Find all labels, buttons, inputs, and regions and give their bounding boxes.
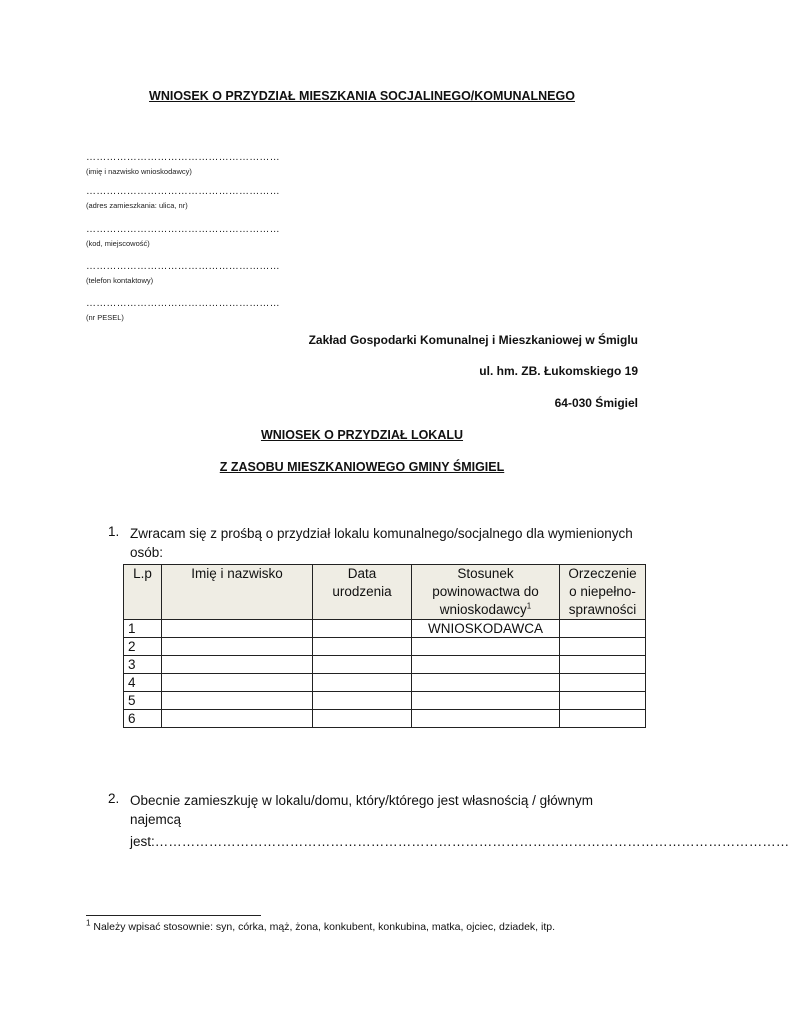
row-lp: 1 [124, 620, 162, 638]
header-disability: Orzeczenie o niepełno- sprawności [560, 565, 646, 620]
row-disability-cell[interactable] [560, 638, 646, 656]
row-relation-cell[interactable] [412, 638, 560, 656]
table-header-row [124, 565, 646, 620]
row-disability-cell[interactable] [560, 710, 646, 728]
subtitle-request: WNIOSEK O PRZYDZIAŁ LOKALU [260, 428, 464, 442]
row-birth-cell[interactable] [313, 620, 412, 638]
row-name-cell[interactable] [162, 620, 313, 638]
applicant-address-field[interactable]: ………………………………………………… [86, 186, 280, 197]
row-relation-cell[interactable] [412, 692, 560, 710]
row-disability-cell[interactable] [560, 620, 646, 638]
item-2-text-line1: Obecnie zamieszkuję w lokalu/domu, który/którego jest własnością / głównym [130, 793, 593, 808]
item-1-text-line2: osób: [130, 545, 164, 560]
item-2-number: 2. [108, 791, 120, 806]
addressee-name: Zakład Gospodarki Komunalnej i Mieszkaniowej w Śmiglu [308, 333, 638, 347]
header-birth-date: Data urodzenia [313, 565, 412, 620]
footnote-text: Należy wpisać stosownie: syn, córka, mąż, żona, konkubent, konkubina, matka, ojciec, dziadek, itp. [90, 921, 556, 933]
header-lp: L.p [124, 565, 162, 620]
footnote-mark: 1 [86, 918, 91, 928]
row-lp: 3 [124, 656, 162, 674]
applicant-pesel-field[interactable]: ………………………………………………… [86, 298, 280, 309]
row-relation-cell: WNIOSKODAWCA [412, 620, 560, 638]
footnote-divider [86, 915, 261, 916]
item-1-number: 1. [108, 524, 120, 539]
addressee-street: ul. hm. ZB. Łukomskiego 19 [479, 364, 638, 378]
applicant-name-caption: (imię i nazwisko wnioskodawcy) [86, 167, 192, 176]
row-disability-cell[interactable] [560, 692, 646, 710]
row-lp: 2 [124, 638, 162, 656]
item-1-text-line1: Zwracam się z prośbą o przydział lokalu komunalnego/socjalnego dla wymienionych [130, 526, 633, 541]
row-name-cell[interactable] [162, 674, 313, 692]
row-name-cell[interactable] [162, 656, 313, 674]
row-disability-cell[interactable] [560, 656, 646, 674]
applicant-phone-field[interactable]: ………………………………………………… [86, 261, 280, 272]
item-2-owner-field[interactable]: jest:…………………………………………………………………………………………………………………………… [130, 834, 789, 849]
table-row [124, 674, 646, 692]
row-name-cell[interactable] [162, 710, 313, 728]
applicant-postcode-field[interactable]: ………………………………………………… [86, 224, 280, 235]
row-lp: 5 [124, 692, 162, 710]
applicant-postcode-caption: (kod, miejscowość) [86, 239, 150, 248]
row-name-cell[interactable] [162, 638, 313, 656]
header-relation: Stosunek powinowactwa do wnioskodawcy$^1$ [412, 565, 560, 620]
table-row [124, 656, 646, 674]
row-relation-cell[interactable] [412, 710, 560, 728]
subtitle-gmina: Z ZASOBU MIESZKANIOWEGO GMINY ŚMIGIEL [219, 460, 505, 474]
row-birth-cell[interactable] [313, 710, 412, 728]
row-birth-cell[interactable] [313, 656, 412, 674]
table-row [124, 620, 646, 638]
persons-table [123, 564, 646, 728]
row-relation-cell[interactable] [412, 656, 560, 674]
applicant-pesel-caption: (nr PESEL) [86, 313, 124, 322]
table-row [124, 692, 646, 710]
row-birth-cell[interactable] [313, 692, 412, 710]
row-birth-cell[interactable] [313, 674, 412, 692]
item-2-text-line2: najemcą [130, 812, 182, 827]
header-name: Imię i nazwisko [162, 565, 313, 620]
row-birth-cell[interactable] [313, 638, 412, 656]
applicant-address-caption: (adres zamieszkania: ulica, nr) [86, 201, 188, 210]
row-disability-cell[interactable] [560, 674, 646, 692]
footnote-reference: 1 [526, 601, 532, 611]
row-relation-cell[interactable] [412, 674, 560, 692]
row-lp: 6 [124, 710, 162, 728]
document-title: WNIOSEK O PRZYDZIAŁ MIESZKANIA SOCJALINEGO/KOMUNALNEGO [149, 89, 575, 103]
row-lp: 4 [124, 674, 162, 692]
table-row [124, 638, 646, 656]
applicant-phone-caption: (telefon kontaktowy) [86, 276, 154, 285]
row-name-cell[interactable] [162, 692, 313, 710]
addressee-city: 64-030 Śmigiel [554, 396, 638, 410]
footnote [86, 918, 556, 933]
table-row [124, 710, 646, 728]
applicant-name-field[interactable]: ………………………………………………… [86, 152, 280, 163]
